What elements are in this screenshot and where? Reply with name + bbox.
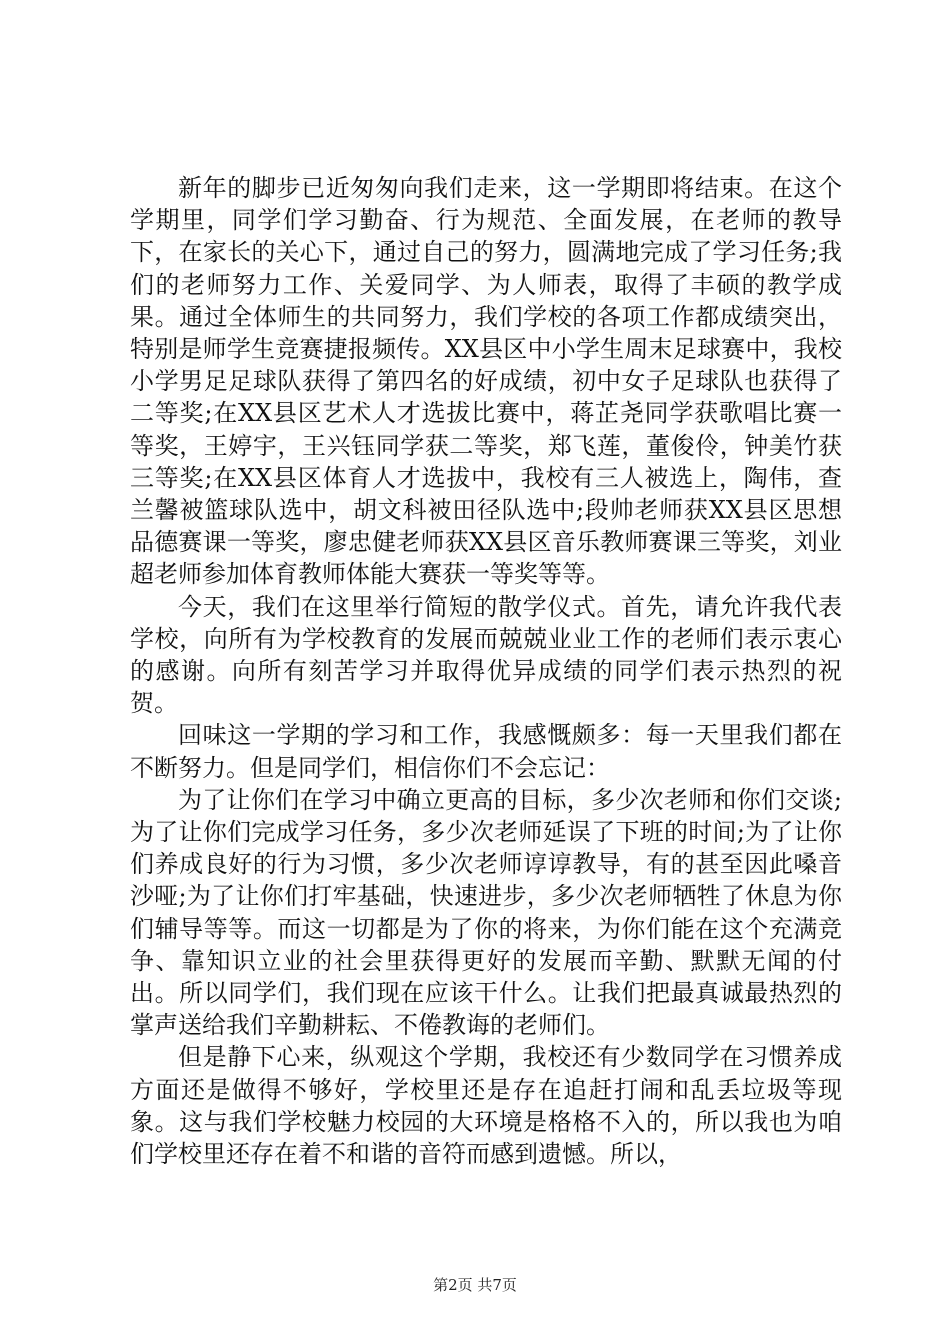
page-footer: 第2页 共7页 [433,1276,517,1294]
paragraph-2: 今天，我们在这里举行简短的散学仪式。首先，请允许我代表学校，向所有为学校教育的发展而兢兢业业工作的老师们表示衷心的感谢。向所有刻苦学习并取得优异成绩的同学们表示热烈的祝贺。 [130,592,842,718]
document-body [130,172,842,1170]
paragraph-3: 回味这一学期的学习和工作，我感慨颇多：每一天里我们都在不断努力。但是同学们，相信你们不会忘记： [130,721,842,782]
paragraph-5: 但是静下心来，纵观这个学期，我校还有少数同学在习惯养成方面还是做得不够好，学校里还是存在追赶打闹和乱丢垃圾等现象。这与我们学校魅力校园的大环境是格格不入的，所以我也为咱们学校里还存在着不和谐的音符而感到遗憾。所以， [130,1043,842,1169]
paragraph-4: 为了让你们在学习中确立更高的目标，多少次老师和你们交谈;为了让你们完成学习任务，多少次老师延误了下班的时间;为了让你们养成良好的行为习惯，多少次老师谆谆教导，有的甚至因此嗓音沙哑;为了让你们打牢基础，快速进步，多少次老师牺牲了休息为你们辅导等等。而这一切都是为了你的将来，为你们能在这个充满竞争、靠知识立业的社会里获得更好的发展而辛勤、默默无闻的付出。所以同学们，我们现在应该干什么。让我们把最真诚最热烈的掌声送给我们辛勤耕耘、不倦教诲的老师们。 [130,785,842,1040]
paragraph-1: 新年的脚步已近匆匆向我们走来，这一学期即将结束。在这个学期里，同学们学习勤奋、行为规范、全面发展，在老师的教导下，在家长的关心下，通过自己的努力，圆满地完成了学习任务;我们的老师努力工作、关爱同学、为人师表，取得了丰硕的教学成果。通过全体师生的共同努力，我们学校的各项工作都成绩突出，特别是师学生竞赛捷报频传。XX县区中小学生周末足球赛中，我校小学男足足球队获得了第四名的好成绩，初中女子足球队也获得了二等奖;在XX县区艺术人才选拔比赛中，蒋芷尧同学获歌唱比赛一等奖，王婷宇，王兴钰同学获二等奖，郑飞莲，董俊伶，钟美竹获三等奖;在XX县区体育人才选拔中，我校有三人被选上，陶伟，查兰馨被篮球队选中，胡文科被田径队选中;段帅老师获XX县区思想品德赛课一等奖，廖忠健老师获XX县区音乐教师赛课三等奖，刘业超老师参加体育教师体能大赛获一等奖等等。 [130,174,842,589]
